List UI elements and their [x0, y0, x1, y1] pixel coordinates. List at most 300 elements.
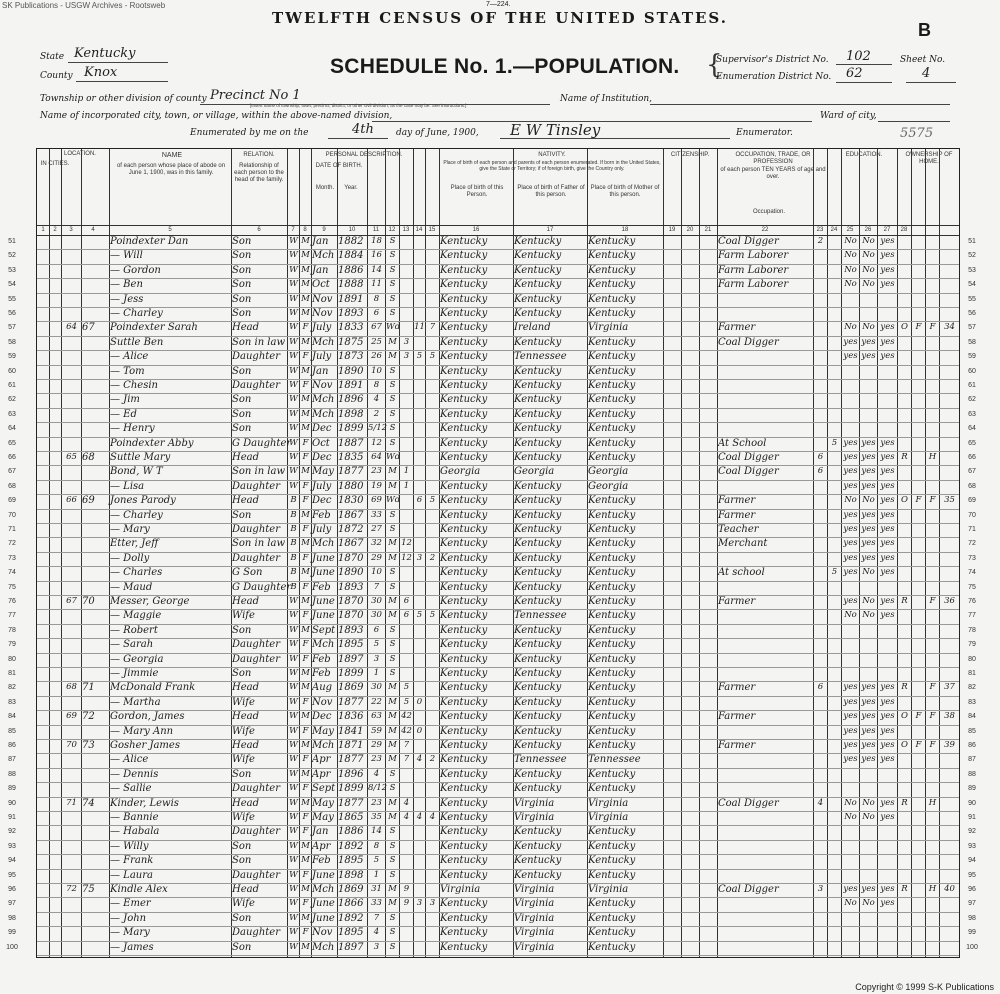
cell-sex: M: [301, 711, 310, 722]
cell-mother-birth: Tennessee: [588, 754, 641, 766]
cell-birth: Kentucky: [440, 495, 488, 507]
cell-mother-birth: Virginia: [588, 322, 629, 334]
cell-birth: Kentucky: [440, 754, 488, 766]
cell-father-birth: Kentucky: [514, 639, 562, 651]
state-value: Kentucky: [74, 46, 136, 61]
cell-father-birth: Kentucky: [514, 840, 562, 852]
cell-mother-birth: Kentucky: [588, 696, 636, 708]
cell-sex: M: [301, 624, 310, 635]
cell-year: 1869: [338, 682, 364, 694]
copyright: Copyright © 1999 S-K Publications: [855, 982, 994, 992]
cell-month: Oct: [312, 279, 330, 291]
cell-age: 8/12: [368, 783, 388, 794]
cell-color: W: [289, 423, 298, 434]
cell-name: Kinder, Lewis: [110, 797, 179, 809]
header-occupation-desc: of each person TEN YEARS of age and over.: [720, 167, 826, 180]
cell-english: yes: [880, 322, 895, 333]
line-number-right: 80: [968, 655, 976, 663]
cell-marital: S: [389, 639, 396, 650]
cell-marital: M: [388, 797, 397, 808]
cell-father-birth: Kentucky: [514, 264, 562, 276]
line-number-left: 94: [8, 857, 16, 865]
cell-age: 14: [371, 826, 382, 837]
supervisor-label: Supervisor's District No.: [716, 55, 829, 65]
cell-sex: M: [301, 538, 310, 549]
cell-mother-birth: Kentucky: [588, 840, 636, 852]
cell-occupation: Farmer: [718, 711, 756, 723]
cell-name: Gosher James: [110, 740, 180, 751]
column-number: 4: [91, 227, 95, 233]
cell-birth: Kentucky: [440, 682, 488, 694]
cell-month: Feb: [312, 653, 331, 665]
cell-year: 1886: [338, 826, 364, 838]
cell-marital: S: [389, 927, 396, 938]
cell-age: 23: [371, 797, 382, 808]
cell-month: Nov: [312, 696, 333, 708]
cell-year: 1833: [338, 322, 364, 334]
cell-occupation: Farmer: [718, 596, 756, 607]
line-number-left: 97: [8, 900, 16, 908]
cell-english: yes: [880, 250, 895, 261]
line-number-right: 63: [968, 410, 976, 418]
cell-father-birth: Kentucky: [514, 740, 562, 751]
line-number-left: 71: [8, 526, 16, 533]
cell-age: 30: [371, 596, 382, 606]
cell-mother-birth: Kentucky: [588, 610, 636, 622]
cell-read: yes: [843, 351, 858, 362]
cell-birth: Kentucky: [440, 639, 488, 651]
cell-relation: Son: [232, 423, 252, 435]
cell-name: — John: [110, 912, 147, 924]
cell-birth: Kentucky: [440, 826, 488, 838]
cell-father-birth: Virginia: [514, 941, 555, 953]
cell-marital: M: [388, 754, 397, 765]
line-number-left: 79: [8, 641, 16, 649]
cell-mother-birth: Kentucky: [588, 336, 636, 348]
cell-year: 1870: [338, 552, 364, 564]
cell-marital: M: [388, 812, 397, 822]
cell-write: yes: [861, 452, 876, 462]
cell-write: No: [862, 495, 875, 506]
cell-marital: S: [389, 408, 396, 419]
cell-age: 5: [373, 639, 380, 650]
cell-sex: F: [302, 826, 309, 837]
supervisor-value: 102: [846, 49, 871, 64]
cell-marital: M: [388, 898, 397, 909]
cell-father-birth: Kentucky: [514, 711, 562, 723]
cell-write: yes: [861, 552, 876, 563]
cell-name: — Tom: [110, 365, 145, 377]
cell-birth: Kentucky: [440, 912, 488, 924]
cell-birth: Kentucky: [440, 423, 488, 435]
cell-month: June: [312, 898, 335, 910]
cell-father-birth: Kentucky: [514, 596, 562, 607]
cell-sex: M: [301, 941, 310, 952]
cell-read: yes: [843, 682, 858, 693]
cell-relation: Son: [232, 365, 252, 377]
cell-marital: S: [389, 668, 396, 678]
cell-marital: M: [388, 711, 397, 722]
cell-mother-birth: Kentucky: [588, 495, 636, 507]
header-personal: PERSONAL DESCRIPTION.: [325, 152, 403, 158]
line-number-right: 51: [968, 238, 976, 245]
column-number: 9: [322, 227, 326, 233]
cell-dwelling: 71: [66, 797, 77, 808]
cell-month: June: [312, 596, 335, 607]
cell-month: Dec: [312, 452, 332, 463]
cell-children-born: 5: [416, 351, 423, 362]
table-row: [37, 710, 959, 724]
cell-color: W: [289, 466, 298, 477]
table-row: [37, 235, 959, 249]
census-grid: [6, 148, 978, 958]
cell-marital: S: [389, 380, 396, 390]
cell-month: May: [312, 725, 334, 737]
cell-father-birth: Kentucky: [514, 495, 562, 507]
cell-color: W: [289, 725, 298, 736]
cell-name: — Dennis: [110, 768, 159, 780]
column-number: 11: [372, 227, 380, 233]
cell-read: yes: [843, 754, 858, 765]
cell-name: — Chesin: [110, 380, 158, 391]
cell-name: — Alice: [110, 351, 149, 363]
cell-relation: Daughter: [232, 653, 280, 665]
line-number-right: 55: [968, 295, 976, 303]
cell-name: — Georgia: [110, 653, 164, 665]
cell-color: W: [289, 711, 298, 722]
cell-english: yes: [880, 898, 895, 909]
header-occupation-col: Occupation.: [752, 209, 786, 215]
cell-sex: M: [301, 509, 310, 520]
cell-father-birth: Virginia: [514, 812, 555, 823]
line-number-left: 64: [8, 425, 16, 433]
line-number-right: 53: [968, 266, 976, 274]
cell-english: yes: [880, 812, 895, 822]
cell-english: yes: [880, 236, 895, 246]
cell-children-born: 11: [414, 322, 425, 333]
township-instructions: [Insert name of township, town, precinct, district, or other civil division, as the case may be. See instructions.]: [250, 103, 467, 108]
cell-month: Jan: [312, 365, 329, 377]
line-number-right: 79: [968, 641, 976, 649]
cell-father-birth: Kentucky: [514, 293, 562, 305]
cell-color: W: [289, 826, 298, 837]
cell-age: 5/12: [368, 423, 388, 434]
cell-relation: Head: [232, 495, 260, 507]
cell-mother-birth: Kentucky: [588, 768, 636, 780]
cell-months-unemployed: 4: [817, 797, 824, 808]
cell-month: Mch: [312, 408, 335, 420]
line-number-right: 88: [968, 770, 976, 778]
cell-relation: Son: [232, 308, 252, 319]
cell-marital: S: [389, 279, 396, 290]
cell-relation: G Son: [232, 567, 263, 579]
cell-marital: S: [389, 581, 396, 592]
cell-month: Feb: [312, 855, 331, 867]
cell-age: 1: [373, 869, 380, 880]
cell-schedule: 37: [944, 682, 955, 693]
cell-english: yes: [880, 696, 895, 707]
table-row: [37, 509, 959, 523]
line-number-right: 100: [966, 943, 978, 951]
cell-marital: M: [388, 682, 397, 693]
table-row: [37, 451, 959, 465]
cell-color: W: [289, 653, 298, 664]
cell-relation: Daughter: [232, 783, 280, 795]
cell-mother-birth: Virginia: [588, 884, 629, 895]
cell-mother-birth: Kentucky: [588, 941, 636, 953]
cell-month: Mch: [312, 538, 335, 550]
cell-name: — Ben: [110, 279, 143, 291]
cell-read: yes: [843, 480, 858, 491]
cell-birth: Kentucky: [440, 927, 488, 939]
cell-color: B: [290, 495, 297, 506]
cell-month: Aug: [312, 682, 333, 694]
cell-write: yes: [861, 351, 876, 362]
column-number: 26: [864, 227, 872, 233]
cell-english: yes: [880, 279, 895, 290]
cell-free: F: [915, 495, 922, 506]
cell-year: 1899: [338, 423, 364, 435]
cell-read: No: [844, 898, 857, 909]
cell-marital: M: [388, 610, 397, 621]
cell-mother-birth: Kentucky: [588, 552, 636, 564]
cell-schedule: 36: [944, 596, 955, 606]
cell-sex: F: [302, 437, 309, 448]
cell-name: — Mary: [110, 927, 150, 939]
cell-year: 1887: [338, 437, 364, 449]
cell-birth: Kentucky: [440, 624, 488, 636]
cell-month: July: [312, 524, 332, 535]
ward-label: Ward of city,: [820, 111, 877, 121]
column-number: 5: [168, 227, 172, 233]
column-number: 17: [546, 227, 554, 233]
cell-sex: F: [302, 322, 309, 333]
cell-relation: Wife: [232, 696, 255, 708]
cell-year: 1867: [338, 509, 364, 521]
cell-mother-birth: Kentucky: [588, 783, 636, 795]
cell-relation: Daughter: [232, 480, 280, 492]
table-row: [37, 437, 959, 451]
cell-read: yes: [843, 466, 858, 477]
cell-sex: F: [302, 653, 309, 664]
table-row: [37, 537, 959, 551]
cell-marital: S: [389, 768, 396, 779]
column-number: 20: [686, 227, 694, 233]
line-number-right: 52: [968, 252, 976, 260]
line-number-right: 83: [968, 698, 976, 706]
cell-month: June: [312, 912, 335, 924]
cell-years-married: 4: [403, 797, 410, 808]
cell-farm: F: [929, 596, 936, 606]
cell-father-birth: Kentucky: [514, 783, 562, 795]
cell-write: yes: [861, 538, 876, 549]
cell-english: yes: [880, 351, 895, 362]
cell-name: — Jess: [110, 293, 144, 305]
cell-father-birth: Kentucky: [514, 668, 562, 679]
cell-age: 12: [371, 437, 382, 448]
cell-father-birth: Virginia: [514, 884, 555, 895]
cell-age: 10: [371, 567, 382, 578]
cell-sex: M: [301, 394, 310, 405]
cell-write: No: [862, 250, 875, 261]
cell-month: June: [312, 567, 335, 579]
cell-occupation: Farmer: [718, 495, 756, 507]
cell-read: yes: [843, 452, 858, 462]
cell-father-birth: Kentucky: [514, 725, 562, 737]
cell-schedule: 35: [944, 495, 955, 506]
cell-age: 19: [371, 480, 382, 491]
cell-month: May: [312, 797, 334, 809]
cell-marital: S: [389, 423, 396, 434]
cell-age: 16: [371, 250, 382, 261]
column-number: 15: [428, 227, 436, 233]
line-number-left: 90: [8, 799, 16, 807]
line-number-left: 92: [8, 828, 16, 836]
cell-month: Nov: [312, 927, 333, 939]
cell-sex: F: [302, 380, 309, 390]
table-row: [37, 566, 959, 580]
cell-read: No: [844, 812, 857, 822]
cell-name: Poindexter Abby: [110, 437, 194, 449]
table-row: [37, 293, 959, 307]
cell-read: yes: [843, 740, 858, 750]
enumeration-value: 62: [846, 66, 863, 81]
cell-birth: Kentucky: [440, 437, 488, 449]
cell-color: W: [289, 394, 298, 405]
cell-marital: S: [389, 855, 396, 866]
cell-children-born: 6: [416, 495, 423, 506]
table-row: [37, 321, 959, 335]
cell-name: — Ed: [110, 408, 137, 420]
cell-name: — Charley: [110, 308, 163, 319]
cell-name: — Sallie: [110, 783, 152, 795]
cell-month: Feb: [312, 668, 331, 679]
line-number-left: 57: [8, 324, 16, 332]
header-birth-father: Place of birth of Father of this person.: [517, 185, 585, 198]
table-row: [37, 336, 959, 350]
cell-year: 1892: [338, 912, 364, 924]
cell-year: 1897: [338, 653, 364, 665]
cell-children-born: 4: [416, 754, 423, 765]
cell-name: — James: [110, 941, 154, 953]
cell-month: Mch: [312, 740, 335, 751]
cell-year: 1836: [338, 711, 364, 723]
cell-year: 1891: [338, 380, 364, 391]
cell-color: W: [289, 941, 298, 952]
cell-family: 67: [82, 322, 95, 334]
header-occupation: OCCUPATION, TRADE, OR PROFESSION: [735, 152, 811, 165]
cell-birth: Kentucky: [440, 797, 488, 809]
line-number-left: 82: [8, 684, 16, 692]
cell-month: Apr: [312, 840, 331, 852]
cell-relation: Son: [232, 768, 252, 780]
cell-marital: S: [389, 437, 396, 448]
cell-sex: M: [301, 567, 310, 578]
cell-sex: F: [302, 495, 309, 506]
cell-years-married: 42: [401, 725, 412, 736]
line-number-left: 88: [8, 770, 16, 778]
line-number-left: 68: [8, 482, 16, 490]
cell-mother-birth: Kentucky: [588, 711, 636, 723]
cell-relation: Son: [232, 408, 252, 420]
cell-years-married: 9: [403, 898, 410, 909]
cell-mother-birth: Kentucky: [588, 855, 636, 867]
cell-schedule: 40: [944, 884, 955, 894]
cell-mother-birth: Kentucky: [588, 668, 636, 679]
cell-name: — Maggie: [110, 610, 162, 622]
cell-mother-birth: Kentucky: [588, 524, 636, 535]
cell-color: W: [289, 250, 298, 261]
cell-year: 1865: [338, 812, 364, 823]
line-number-right: 58: [968, 338, 976, 346]
cell-farm: F: [929, 711, 936, 722]
cell-father-birth: Kentucky: [514, 869, 562, 881]
line-number-right: 72: [968, 540, 976, 548]
cell-color: W: [289, 236, 298, 246]
cell-mother-birth: Kentucky: [588, 351, 636, 363]
cell-occupation: Coal Digger: [718, 884, 779, 895]
cell-age: 10: [371, 365, 382, 376]
cell-mother-birth: Kentucky: [588, 596, 636, 607]
cell-name: — Laura: [110, 869, 153, 881]
cell-year: 1892: [338, 840, 364, 852]
cell-name: — Mary: [110, 524, 150, 535]
cell-month: Apr: [312, 754, 331, 766]
header-birth-person: Place of birth of this Person.: [450, 185, 504, 198]
enumeration-underline: [836, 82, 892, 83]
cell-children-born: 3: [416, 552, 423, 563]
cell-birth: Kentucky: [440, 668, 488, 679]
column-number: 13: [402, 227, 410, 233]
cell-month: Mch: [312, 941, 335, 953]
line-number-left: 60: [8, 367, 16, 375]
cell-sex: M: [301, 408, 310, 419]
cell-english: yes: [880, 740, 895, 750]
cell-write: No: [862, 236, 875, 246]
cell-years-married: 7: [403, 740, 410, 750]
line-number-right: 73: [968, 554, 976, 562]
cell-write: yes: [861, 725, 876, 736]
cell-marital: S: [389, 365, 396, 376]
district-brace: {: [706, 50, 723, 80]
cell-farm: F: [929, 682, 936, 693]
line-number-left: 98: [8, 914, 16, 922]
table-row: [37, 811, 959, 825]
cell-age: 3: [373, 653, 380, 664]
cell-age: 69: [371, 495, 382, 506]
cell-year: 1877: [338, 696, 364, 708]
cell-sex: M: [301, 740, 310, 750]
cell-relation: Son: [232, 250, 252, 262]
cell-year: 1869: [338, 884, 364, 895]
cell-age: 8: [373, 293, 380, 304]
cell-name: — Emer: [110, 898, 151, 910]
table-row: [37, 782, 959, 796]
cell-relation: Wife: [232, 812, 255, 823]
cell-relation: Head: [232, 797, 260, 809]
line-number-right: 98: [968, 914, 976, 922]
cell-birth: Georgia: [440, 466, 481, 478]
line-number-right: 77: [968, 612, 976, 620]
cell-read: No: [844, 236, 857, 246]
cell-birth: Kentucky: [440, 740, 488, 751]
cell-years-married: 1: [403, 480, 410, 491]
cell-color: W: [289, 264, 298, 275]
cell-name: — Will: [110, 250, 143, 262]
cell-name: — Charles: [110, 567, 163, 579]
line-number-left: 100: [6, 943, 18, 951]
cell-year: 1875: [338, 336, 364, 348]
